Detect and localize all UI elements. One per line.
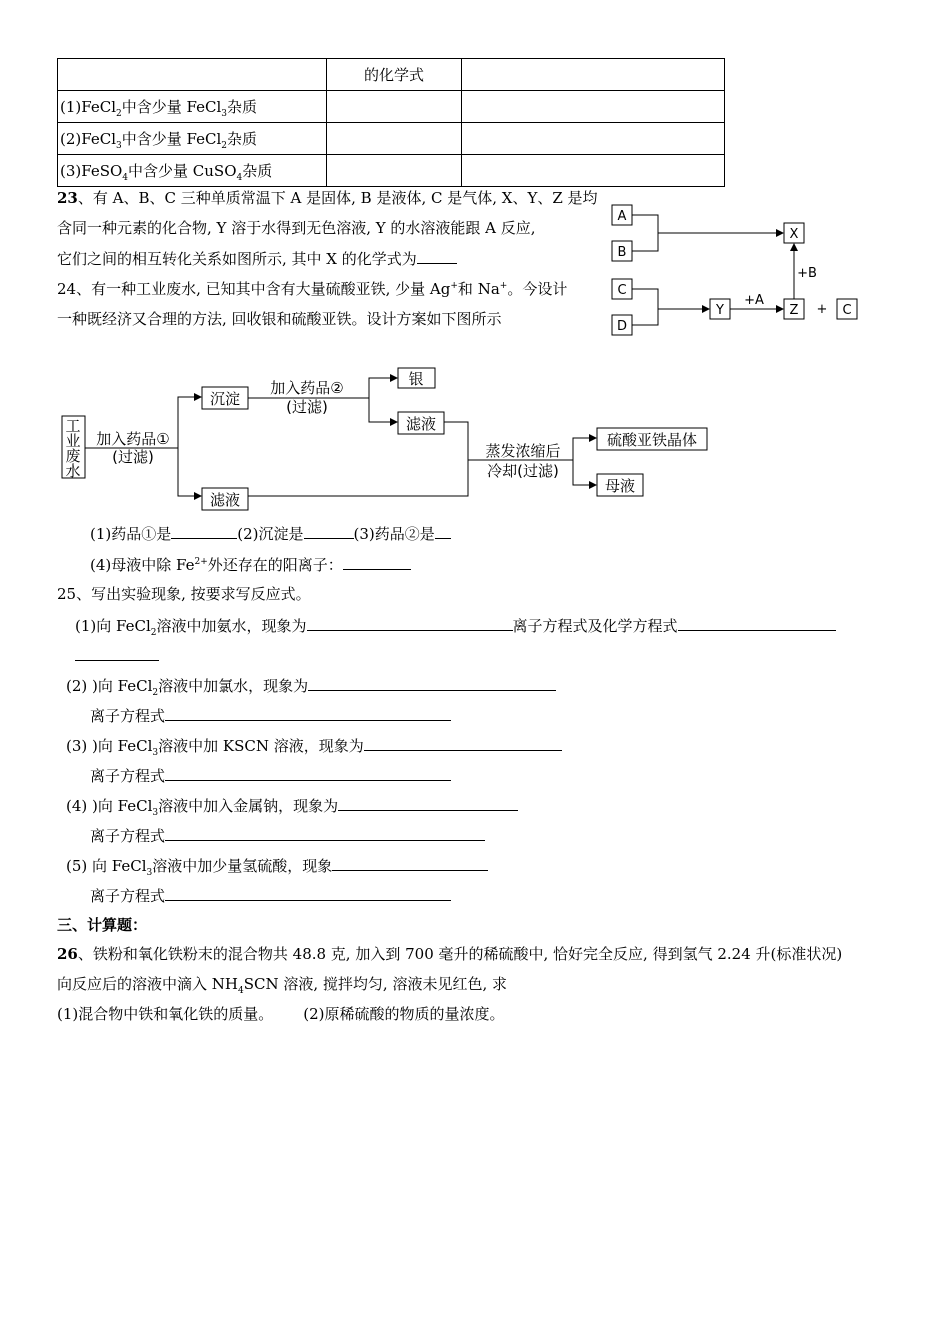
- answer-blank[interactable]: [364, 735, 562, 751]
- answer-blank[interactable]: [307, 615, 513, 631]
- q23-answer-blank[interactable]: [417, 248, 457, 264]
- answer-blank[interactable]: [165, 765, 451, 781]
- label-crystal: 硫酸亚铁晶体: [606, 431, 698, 449]
- answer-blank[interactable]: [165, 885, 451, 901]
- label-D: D: [616, 319, 628, 334]
- table-answer-cell[interactable]: [327, 123, 462, 155]
- answer-blank[interactable]: [435, 523, 451, 539]
- table-cell: [58, 59, 327, 91]
- table-row: [58, 123, 725, 155]
- label-silver: 银: [408, 370, 424, 388]
- table-header-row: [58, 59, 725, 91]
- answer-blank[interactable]: [678, 615, 836, 631]
- label-cool: 冷却(过滤): [487, 462, 559, 480]
- q25-item4-ion: 离子方程式: [90, 825, 485, 846]
- label-evap: 蒸发浓缩后: [485, 442, 561, 460]
- table-row: [58, 155, 725, 187]
- table-row-label: (2)FeCl$_3$中含少量 FeCl$_2$杂质: [58, 123, 327, 155]
- table-answer-cell[interactable]: [327, 155, 462, 187]
- label-filtrate2: 滤液: [209, 491, 241, 509]
- q24-answers-1: (1)药品①是 (2)沉淀是 (3)药品②是: [90, 523, 451, 544]
- answer-blank[interactable]: [304, 523, 354, 539]
- answer-blank[interactable]: [308, 675, 556, 691]
- q25-item1-cont: [75, 645, 159, 666]
- label-Z: Z: [789, 303, 799, 318]
- q25-item1: (1)向 FeCl$_2$溶液中加氨水，现象为 离子方程式及化学方程式: [75, 615, 836, 636]
- q25-item2-ion: 离子方程式: [90, 705, 451, 726]
- label-A: A: [617, 209, 627, 224]
- answer-blank[interactable]: [332, 855, 488, 871]
- q25-item3-ion: 离子方程式: [90, 765, 451, 786]
- q25-item5-ion: 离子方程式: [90, 885, 451, 906]
- answer-blank[interactable]: [338, 795, 518, 811]
- label-plusB: +B: [797, 266, 817, 281]
- label-Y: Y: [716, 303, 724, 318]
- q25-item4: (4) )向 FeCl$_3$溶液中加入金属钠，现象为: [66, 795, 518, 816]
- answer-blank[interactable]: [165, 705, 451, 721]
- label-C2: C: [842, 303, 852, 318]
- table-row: [58, 91, 725, 123]
- answer-blank[interactable]: [343, 554, 411, 570]
- table-row-label: (3)FeSO$_4$中含少量 CuSO$_4$杂质: [58, 155, 327, 187]
- q26-line3: (1)混合物中铁和氧化铁的质量。 (2)原稀硫酸的物质的量浓度。: [57, 1005, 505, 1023]
- q26-line2: 向反应后的溶液中滴入 $NH_4SCN$ 溶液, 搅拌均匀, 溶液未见红色, 求: [57, 975, 507, 996]
- label-add2: 加入药品②: [270, 379, 344, 397]
- answer-blank[interactable]: [171, 523, 237, 539]
- conversion-diagram: [600, 198, 870, 343]
- label-mother: 母液: [604, 477, 636, 495]
- waste-char: 废: [65, 447, 81, 465]
- table-answer-cell[interactable]: [462, 91, 725, 123]
- label-plusA: +A: [744, 293, 764, 308]
- waste-char: 业: [65, 432, 81, 450]
- answer-blank[interactable]: [75, 645, 159, 661]
- label-filtrate1: 滤液: [405, 415, 437, 433]
- table-cell: [462, 59, 725, 91]
- q24-line1: 24、有一种工业废水, 已知其中含有大量硫酸亚铁, 少量 Ag+和 Na+。今设计: [57, 280, 568, 298]
- label-B: B: [617, 245, 627, 260]
- q23-line2: 含同一种元素的化合物, Y 溶于水得到无色溶液, Y 的水溶液能跟 A 反应,: [57, 219, 536, 237]
- answer-table: [57, 58, 725, 187]
- q25-item3: (3) )向 FeCl$_3$溶液中加 KSCN 溶液，现象为: [66, 735, 562, 756]
- q24-answers-2: (4)母液中除 $Fe^{2+}$外还存在的阳离子：: [90, 554, 411, 575]
- label-precip: 沉淀: [209, 390, 241, 408]
- label-C: C: [617, 283, 627, 298]
- recovery-flowchart: [55, 360, 720, 520]
- label-add1: 加入药品①: [96, 430, 170, 448]
- label-filter2: (过滤): [286, 398, 328, 416]
- section-title: 三、计算题：: [57, 916, 148, 934]
- label-filter1: (过滤): [112, 448, 154, 466]
- q25-item2: (2) )向 FeCl$_2$溶液中加氯水，现象为: [66, 675, 556, 696]
- q26-line1: 26、铁粉和氧化铁粉末的混合物共 48.8 克, 加入到 700 毫升的稀硫酸中, 恰好完全反应, 得到氢气 2.24 升(标准状况): [57, 945, 843, 963]
- q25-item5: (5) 向 FeCl$_3$溶液中加少量氢硫酸，现象: [66, 855, 488, 876]
- label-plus: +: [816, 302, 828, 317]
- q25-title: 25、写出实验现象, 按要求写反应式。: [57, 585, 311, 603]
- table-row-label: (1)FeCl$_2$中含少量 FeCl$_3$杂质: [58, 91, 327, 123]
- table-answer-cell[interactable]: [462, 155, 725, 187]
- table-answer-cell[interactable]: [462, 123, 725, 155]
- waste-char: 水: [65, 462, 81, 480]
- answer-blank[interactable]: [165, 825, 485, 841]
- table-answer-cell[interactable]: [327, 91, 462, 123]
- q23-line3: 它们之间的相互转化关系如图所示, 其中 X 的化学式为: [57, 248, 457, 269]
- q24-line2: 一种既经济又合理的方法, 回收银和硫酸亚铁。设计方案如下图所示: [57, 310, 502, 328]
- waste-char: 工: [65, 417, 81, 435]
- label-X: X: [789, 227, 799, 242]
- q23-line1: 23、有 A、B、C 三种单质常温下 A 是固体, B 是液体, C 是气体, X、Y、Z 是均: [57, 189, 598, 207]
- table-header-formula: 的化学式: [327, 59, 462, 91]
